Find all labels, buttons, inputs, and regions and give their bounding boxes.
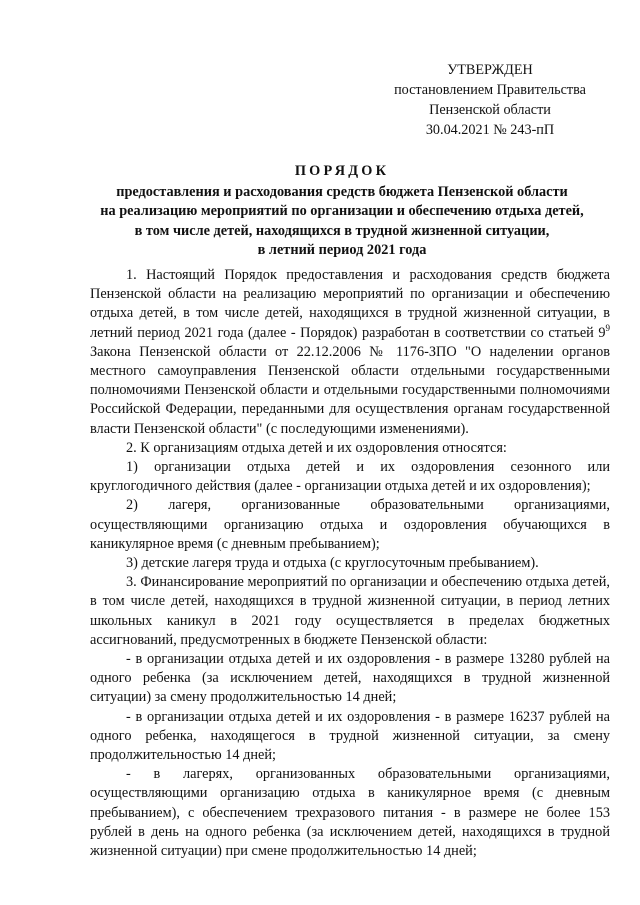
paragraph-8: - в организации отдыха детей и их оздоровления - в размере 16237 рублей на одного ребенка, находящегося в трудной жизненной ситуации, за смену продолжительностью 14 дней; <box>90 708 610 764</box>
approval-line-2: постановлением Правительства <box>394 82 586 98</box>
document-title <box>70 162 614 261</box>
paragraph-4: 2) лагеря, организованные образовательными организациями, осуществляющими организацию отдыха и оздоровления обучающихся в каникулярное время (с дневным пребыванием); <box>90 497 610 552</box>
title-heading: ПОРЯДОК <box>294 163 390 179</box>
paragraph-1-part-a: 1. Настоящий Порядок предоставления и расходования средств бюджета Пензенской области на реализацию мероприятий по организации и обеспечению отдыха детей, в том числе детей, находящихся в трудной жизненной ситуации, в летний период 2021 года (далее - Порядок) разработан в соответствии со статьей 9 <box>90 267 610 341</box>
paragraph-7: - в организации отдыха детей и их оздоровления - в размере 13280 рублей на одного ребенка (за исключением детей, находящихся в трудной жизненной ситуации) за смену продолжительностью 14 дней; <box>90 651 610 706</box>
paragraph-5: 3) детские лагеря труда и отдыха (с круглосуточным пребыванием). <box>126 555 539 572</box>
paragraph-2: 2. К организациям отдыха детей и их оздоровления относятся: <box>126 439 507 456</box>
title-line-3: в том числе детей, находящихся в трудной жизненной ситуации, <box>134 222 550 239</box>
paragraph-1 <box>90 266 610 439</box>
document-body <box>90 266 610 861</box>
paragraph-6: 3. Финансирование мероприятий по организации и обеспечению отдыха детей, в том числе детей, находящихся в трудной жизненной ситуации, в период летних школьных каникул в 2021 году осуществляется в пределах бюджетных ассигнований, предусмотренных в бюджете Пензенской области: <box>90 574 610 648</box>
approval-line-4: 30.04.2021 № 243-пП <box>425 122 555 138</box>
paragraph-1-part-b: Закона Пензенской области от 22.12.2006 № 1176-ЗПО "О наделении органов местного самоуправления Пензенской области отдельными государственными полномочиями Пензенской области и отдельными государственными полномочиями Российской Федерации, переданными для осуществления органам государственной власти Пензенской области" (с последующими изменениями). <box>90 343 610 437</box>
title-line-2: на реализацию мероприятий по организации и обеспечению отдыха детей, <box>100 203 584 219</box>
title-line-1: предоставления и расходования средств бюджета Пензенской области <box>116 183 568 200</box>
title-line-4: в летний период 2021 года <box>257 242 427 258</box>
approval-line-3: Пензенской области <box>429 102 551 118</box>
paragraph-9: - в лагерях, организованных образовательными организациями, осуществляющими организацию отдыха в каникулярное время (с дневным пребыванием), с обеспечением трехразового питания - в размере не более 153 рублей в день на одного ребенка (за исключением детей, находящихся в трудной жизненной ситуации) при смене продолжительностью 14 дней; <box>90 766 610 860</box>
article-superscript: 9 <box>605 322 610 333</box>
approval-line-1: УТВЕРЖДЕН <box>447 62 533 78</box>
paragraph-3: 1) организации отдыха детей и их оздоровления сезонного или круглогодичного действия (далее - организации отдыха детей и их оздоровления); <box>90 459 610 495</box>
approval-stamp <box>375 60 605 140</box>
